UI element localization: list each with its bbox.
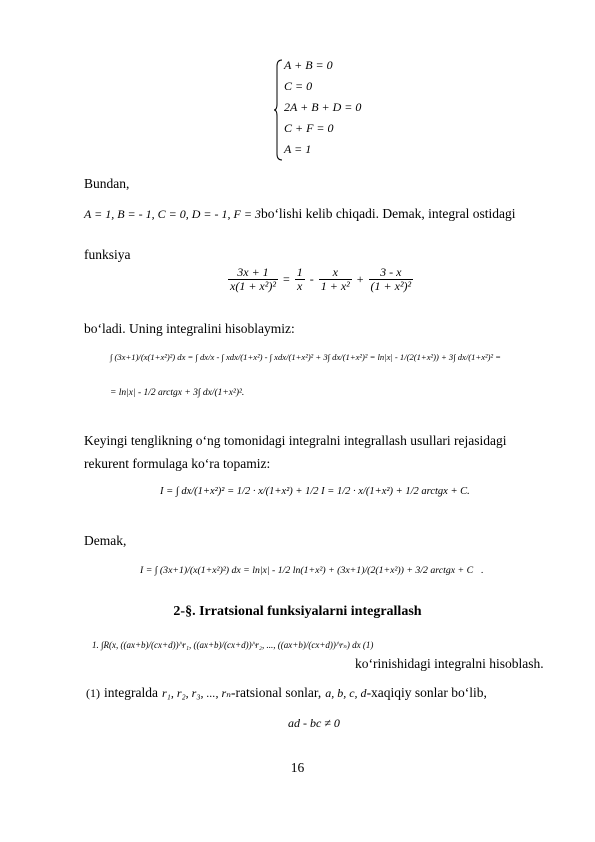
decomposition-formula [226,266,415,294]
system-line-5: A = 1 [284,142,312,156]
system-line-1: A + B = 0 [284,58,333,72]
boladi-text: bo‘ladi. Uning integralini hisoblaymiz: [84,321,295,336]
decomp-t2-num: x [332,265,338,279]
integralda-ref: (1) [86,686,100,700]
final-dot: . [481,565,484,576]
integral-line-2: = ln|x| - 1/2 arctgx + 3∫ dx/(1+x²)². [110,388,245,398]
final-formula [140,565,484,576]
coefficient-values: A = 1, B = - 1, C = 0, D = - 1, F = 3 [84,207,261,221]
decomp-minus: - [309,271,314,286]
integralda-word: integralda [104,685,158,700]
item1-formula: 1. ∫R(x, ((ax+b)/(cx+d))^r₁, ((ax+b)/(cx+d))^r₂, ..., ((ax+b)/(cx+d))^rₙ) dx (1) [92,640,374,650]
condition-formula: ad - bc ≠ 0 [288,716,340,730]
decomp-lhs-den: x(1 + x²)² [230,279,276,294]
xaqiqiy-text: -xaqiqiy sonlar bo‘lib, [366,685,487,700]
decomp-eq: = [282,271,290,286]
decomp-t2-den: 1 + x² [320,279,350,294]
decomp-plus: + [356,271,364,286]
integral-line-1: ∫ (3x+1)/(x(1+x²)²) dx = ∫ dx/x - ∫ xdx/(1+x²) - ∫ xdx/(1+x²)² + 3∫ dx/(1+x²)² = ln|x| - 1/(2(1+x²)) + 3∫ dx/(1+x²)² = [110,352,501,362]
system-line-2: C = 0 [284,79,313,93]
decomp-t3-den: (1 + x²)² [370,279,412,294]
final-formula-text: I = ∫ (3x+1)/(x(1+x²)²) dx = ln|x| - 1/2 ln(1+x²) + (3x+1)/(2(1+x²)) + 3/2 arctgx + C [140,565,474,576]
left-brace [274,58,284,162]
coefficient-after: bo‘lishi kelib chiqadi. Demak, integral ostidagi [260,206,516,221]
coefficient-line [84,205,516,223]
recurrent-formula: I = ∫ dx/(1+x²)² = 1/2 · x/(1+x²) + 1/2 I = 1/2 · x/(1+x²) + 1/2 arctgx + C. [160,486,470,497]
integralda-line [86,684,487,702]
abcd-symbols: a, b, c, d [325,686,367,700]
decomp-t1-den: x [295,279,305,294]
keyingi-line-2: rekurent formulaga ko‘ra topamiz: [84,456,271,471]
demak-text: Demak, [84,533,127,548]
decomp-lhs-num: 3x + 1 [237,265,269,279]
system-line-4: C + F = 0 [284,121,334,135]
keyingi-line-1: Keyingi tenglikning o‘ng tomonidagi integralni integrallash usullari rejasidagi [84,433,507,448]
section-heading: 2-§. Irratsional funksiyalarni integrallash [173,604,422,619]
page-number: 16 [290,760,305,775]
item1-text: ko‘rinishidagi integralni hisoblash. [355,656,544,671]
bundan-text: Bundan, [84,176,130,191]
system-line-3: 2A + B + D = 0 [284,100,362,114]
funksiya-text: funksiya [84,247,131,262]
decomp-t3-num: 3 - x [380,265,402,279]
ratsional-text: -ratsional sonlar, [231,685,322,700]
decomp-t1-num: 1 [296,265,303,279]
equation-system [274,58,384,162]
r-symbols: r₁, r₂, r₃, ..., rₙ [161,686,232,700]
